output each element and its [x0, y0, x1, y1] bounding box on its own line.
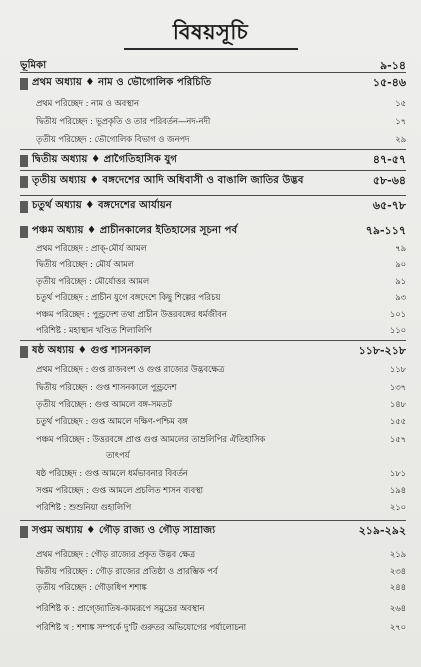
section-entry [20, 396, 406, 412]
page-number: ১৫ [395, 98, 406, 108]
page-number: ১১৮ [389, 364, 406, 374]
chapter-entry [20, 74, 406, 92]
section-entry [20, 413, 406, 429]
page-number: ২১০ [389, 502, 406, 512]
chapter-title: ভূমিকা [20, 60, 47, 71]
chapter-title: চতুর্থ অধ্যায় ♦ বঙ্গদেশের আর্যায়ন [32, 200, 172, 211]
chapter-marker [20, 346, 28, 358]
page-number: ১৭ [395, 116, 406, 126]
section-entry [20, 256, 406, 272]
chapter-title: সপ্তম অধ্যায় ♦ গৌড় রাজ্য ও গৌড় সাম্রাজ্য [32, 525, 216, 536]
section-title: পরিশিষ্ট : শুশুনিয়া গুহালিপি [36, 502, 132, 512]
page-number: ১৫৫ [389, 416, 406, 426]
section-title: দ্বিতীয় পরিচ্ছেদ : গৌড় রাজ্যের প্রতিষ্ঠা ও প্রারম্ভিক পর্ব [36, 566, 218, 576]
page-number: ১৫-৪৬ [372, 76, 406, 89]
section-entry [20, 95, 406, 111]
page-number: ১১৮-২১৮ [358, 344, 406, 357]
section-title: পঞ্চম পরিচ্ছেদ : পুণ্ড্রদেশ তথা প্রাচীন উত্তরবঙ্গের ধর্মজীবন [36, 309, 227, 319]
section-title: তৃতীয় পরিচ্ছেদ : গুপ্ত আমলে বঙ্গ-সমতট [36, 399, 172, 409]
divider [20, 149, 406, 150]
page-number: ১০১ [389, 309, 406, 319]
section-entry [20, 306, 406, 322]
chapter-marker [20, 201, 28, 213]
section-entry [20, 431, 406, 465]
divider [20, 72, 406, 73]
chapter-title: ষষ্ঠ অধ্যায় ♦ গুপ্ত শাসনকাল [32, 345, 151, 356]
page-number: ২১৯ [389, 549, 406, 559]
page-number: ৫৮-৬৪ [372, 174, 406, 187]
section-entry [20, 361, 406, 377]
section-title: দ্বিতীয় পরিচ্ছেদ : মৌর্য আমল [36, 259, 134, 269]
section-entry [20, 465, 406, 481]
chapter-marker [20, 526, 28, 538]
section-entry [20, 563, 406, 579]
page-number: ১৯৪ [389, 485, 406, 495]
page-number: ৯০ [395, 259, 406, 269]
section-title: চতুর্থ পরিচ্ছেদ : গুপ্ত আমলে দক্ষিণ-পশ্চিম বঙ্গ [36, 416, 188, 426]
chapter-entry [20, 522, 406, 540]
chapter-marker [20, 78, 28, 90]
page-number: ১১০ [389, 325, 406, 335]
page-number: ৯৩ [395, 292, 406, 302]
section-entry [20, 482, 406, 498]
section-title: পঞ্চম পরিচ্ছেদ : উত্তরবঙ্গে প্রাপ্ত গুপ্ত আমলের তাম্রলিপির ঐতিহাসিক [36, 434, 266, 444]
section-title: প্রথম পরিচ্ছেদ : নাম ও অবস্থান [36, 98, 139, 108]
page-number: ১৫৭ [389, 434, 406, 444]
section-entry [20, 546, 406, 562]
page-number: ১৩৭ [389, 382, 406, 392]
section-entry [20, 289, 406, 305]
chapter-entry [20, 151, 406, 169]
section-entry [20, 322, 406, 338]
chapter-marker [20, 176, 28, 188]
section-title: ষষ্ঠ পরিচ্ছেদ : গুপ্ত আমলে ধর্মভাবনার বিবর্তন [36, 468, 188, 478]
section-entry [20, 579, 406, 595]
chapter-entry [20, 197, 406, 215]
section-title: তৃতীয় পরিচ্ছেদ : গৌড়াধিপ শশাঙ্ক [36, 582, 147, 592]
page-number: ৭৯ [395, 243, 406, 253]
page-number: ২৭০ [389, 622, 406, 632]
section-entry [20, 619, 406, 635]
section-entry [20, 113, 406, 129]
section-title: প্রথম পরিচ্ছেদ : গুপ্ত রাজবংশ ও গুপ্ত রাজ্যের উদ্ভবক্ষেত্র [36, 364, 225, 374]
section-title: চতুর্থ পরিচ্ছেদ : প্রাচীন যুগে বঙ্গদেশে কিছু শিল্পের পরিচয় [36, 292, 221, 302]
page-number: ৬৫-৭৮ [372, 199, 406, 212]
page-number: ১৪৮ [389, 399, 406, 409]
chapter-marker [20, 226, 28, 238]
section-entry [20, 499, 406, 515]
section-title: পরিশিষ্ট : মহাস্থান খণ্ডিত শিলালিপি [36, 325, 152, 335]
page-number: ৭৯-১১৭ [365, 224, 406, 237]
page-number: ১৮১ [389, 468, 406, 478]
divider [20, 340, 406, 341]
page-title: বিষয়সূচি [172, 19, 249, 44]
chapter-marker [20, 155, 28, 167]
section-title: দ্বিতীয় পরিচ্ছেদ : গুপ্ত শাসনকালে পুণ্ড্রদেশ [36, 382, 177, 392]
section-entry [20, 131, 406, 147]
chapter-entry [20, 172, 406, 190]
section-entry [20, 240, 406, 256]
divider [20, 195, 406, 196]
page-number: ৯-১৪ [380, 59, 406, 72]
chapter-title: তৃতীয় অধ্যায় ♦ বঙ্গদেশের আদি অধিবাসী ও বাঙালি জাতির উদ্ভব [32, 175, 304, 186]
page-number: ২১৯-২৯২ [358, 524, 406, 537]
section-entry [20, 273, 406, 289]
chapter-title: পঞ্চম অধ্যায় ♦ প্রাচীনকালের ইতিহাসের সূচনা পর্ব [32, 225, 238, 236]
chapter-title: প্রথম অধ্যায় ♦ নাম ও ভৌগোলিক পরিচিতি [32, 77, 212, 88]
section-title: সপ্তম পরিচ্ছেদ : গুপ্ত আমলে প্রচলিত শাসন ব্যবস্থা [36, 485, 203, 495]
page-number: ২৯ [395, 134, 406, 144]
section-title: প্রথম পরিচ্ছেদ : প্রাক্-মৌর্য আমল [36, 243, 147, 253]
divider [20, 170, 406, 171]
section-title: তৃতীয় পরিচ্ছেদ : মৌর্যোত্তর আমল [36, 276, 150, 286]
section-entry [20, 379, 406, 395]
section-entry [20, 600, 406, 616]
section-title: দ্বিতীয় পরিচ্ছেদ : ভূপ্রকৃতি ও তার পরিবর্তন—নদ-নদী [36, 116, 211, 126]
chapter-entry [20, 222, 406, 240]
section-title: পরিশিষ্ট খ : শশাঙ্ক সম্পর্কে দু'টি গুরুতর অভিযোগের পর্যালোচনা [36, 622, 247, 632]
section-title: প্রথম পরিচ্ছেদ : গৌড় রাজ্যের প্রকৃত উদ্ভব ক্ষেত্র [36, 549, 195, 559]
page-number: ৯১ [395, 276, 406, 286]
page-number: ২৬৪ [389, 603, 406, 613]
section-title: পরিশিষ্ট ক : প্রাগ্জ্যোতিষ-কামরূপে সমুদ্রের অবস্থান [36, 603, 205, 613]
page-number: ২৩৪ [389, 566, 406, 576]
section-title-continued: তাৎপর্য [106, 450, 130, 460]
title-underline [124, 48, 298, 50]
page-number: ২৪৪ [389, 582, 406, 592]
section-title: তৃতীয় পরিচ্ছেদ : ভৌগোলিক বিভাগ ও জনপদ [36, 134, 190, 144]
divider [20, 520, 406, 521]
chapter-entry [20, 342, 406, 360]
page-number: ৪৭-৫৭ [372, 153, 406, 166]
chapter-title: দ্বিতীয় অধ্যায় ♦ প্রাগৈতিহাসিক যুগ [32, 154, 177, 165]
